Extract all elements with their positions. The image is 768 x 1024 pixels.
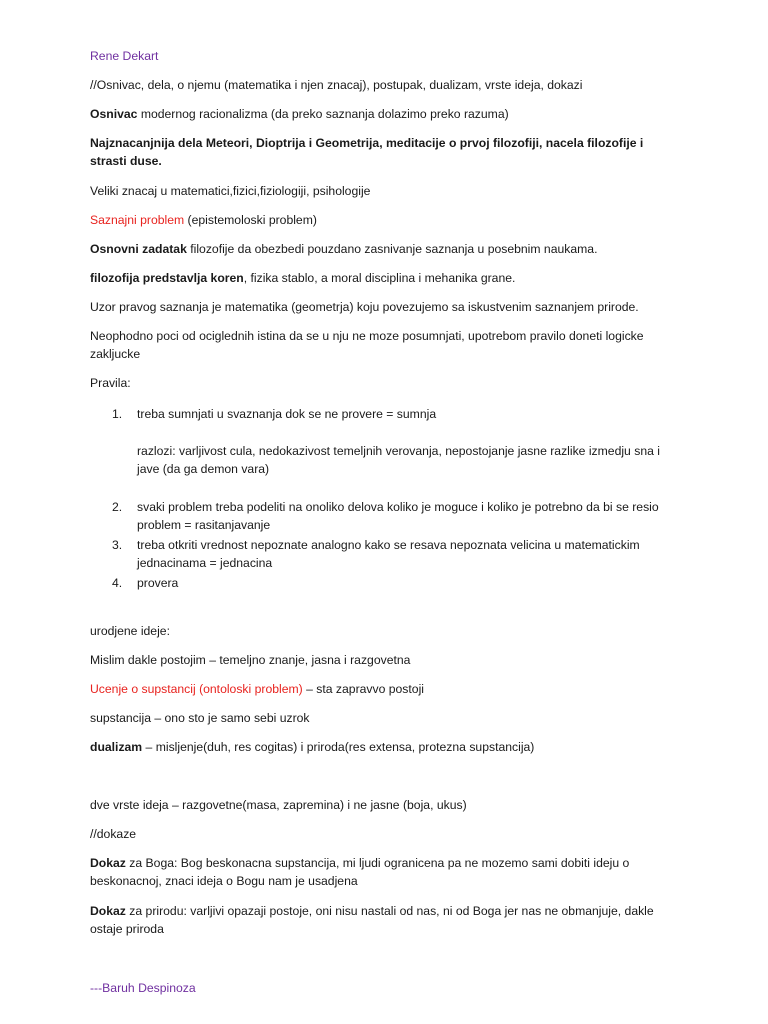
proof-god-text: za Boga: Bog beskonacna supstancija, mi ljudi ogranicena pa ne mozemo sami dobiti ideju o beskonacnoj, znaci ideja o Bogu nam je usadjena	[90, 856, 630, 888]
rule-text: provera	[137, 576, 179, 590]
rule-text: svaki problem treba podeliti na onoliko delova koliko je moguce i koliko je potrebno da bi se resio problem = rasitanjavanje	[137, 500, 659, 532]
works-paragraph	[90, 134, 682, 170]
rule-number: 3.	[112, 538, 123, 552]
substance-definition: supstancija – ono sto je samo sebi uzrok	[90, 711, 310, 725]
rule-text: treba sumnjati u svaznanja dok se ne provere = sumnja	[137, 407, 437, 421]
proof-god-paragraph	[90, 854, 682, 890]
epistemology-text: (epistemoloski problem)	[184, 213, 317, 227]
founder-bold: Osnivac	[90, 107, 138, 121]
rules-heading: Pravila:	[90, 376, 131, 390]
works-intro: Najznacanjnija dela	[90, 136, 206, 150]
founder-text: modernog racionalizma (da preko saznanja dolazimo preko razuma)	[137, 107, 509, 121]
task-text: filozofije da obezbedi pouzdano zasnivanje saznanja u posebnim naukama.	[186, 242, 598, 256]
proofs-heading: //dokaze	[90, 827, 137, 841]
dualism-paragraph	[90, 738, 682, 756]
works-list: Meteori, Dioptrija i Geometrija, meditacije o prvoj filozofiji, nacela filozofije i strasti duse.	[90, 136, 644, 168]
task-bold: Osnovni zadatak	[90, 242, 187, 256]
dualism-bold: dualizam	[90, 740, 143, 754]
founder-paragraph	[90, 105, 682, 123]
significance-paragraph: Veliki znacaj u matematici,fizici,fiziologiji, psihologije	[90, 184, 371, 198]
tree-bold: filozofija predstavlja koren	[90, 271, 244, 285]
innate-ideas-heading: urodjene ideje:	[90, 624, 170, 638]
ideas-paragraph: dve vrste ideja – razgovetne(masa, zapremina) i ne jasne (boja, ukus)	[90, 798, 467, 812]
task-paragraph	[90, 240, 682, 258]
rule-number: 4.	[112, 576, 123, 590]
document-title: Rene Dekart	[90, 49, 159, 63]
rule-text: treba otkriti vrednost nepoznate analogno kako se resava nepoznata velicina u matematickim jednacinama = jednacina	[137, 538, 640, 570]
next-section-heading: ---Baruh Despinoza	[90, 981, 196, 995]
reasons-text: razlozi: varljivost cula, nedokazivost temeljnih verovanja, nepostojanje jasne razlike izmedju sna i jave (da ga demon vara)	[137, 444, 660, 476]
rule-number: 1.	[112, 407, 123, 421]
substance-red: Ucenje o supstancij (ontoloski problem)	[90, 682, 303, 696]
rule-number: 2.	[112, 500, 123, 514]
tree-text: , fizika stablo, a moral disciplina i mehanika grane.	[243, 271, 516, 285]
epistemology-paragraph	[90, 211, 682, 229]
epistemology-red: Saznajni problem	[90, 213, 185, 227]
tree-paragraph	[90, 269, 682, 287]
model-paragraph: Uzor pravog saznanja je matematika (geometrja) koju povezujemo sa iskustvenim saznanjem prirode.	[90, 300, 639, 314]
necessary-paragraph: Neophodno poci od ociglednih istina da se u nju ne moze posumnjati, upotrebom pravilo doneti logicke zakljucke	[90, 329, 644, 361]
dualism-text: – misljenje(duh, res cogitas) i priroda(res extensa, protezna supstancija)	[142, 740, 535, 754]
substance-text: – sta zapravvo postoji	[302, 682, 424, 696]
proof-nature-bold: Dokaz	[90, 904, 126, 918]
proof-god-bold: Dokaz	[90, 856, 126, 870]
proof-nature-text: za prirodu: varljivi opazaji postoje, oni nisu nastali od nas, ni od Boga jer nas ne obmanjuje, dakle ostaje priroda	[90, 904, 654, 936]
substance-paragraph	[90, 680, 682, 698]
cogito-paragraph: Mislim dakle postojim – temeljno znanje, jasna i razgovetna	[90, 653, 411, 667]
topics-line: //Osnivac, dela, o njemu (matematika i njen znacaj), postupak, dualizam, vrste ideja, dokazi	[90, 78, 583, 92]
proof-nature-paragraph	[90, 902, 682, 938]
